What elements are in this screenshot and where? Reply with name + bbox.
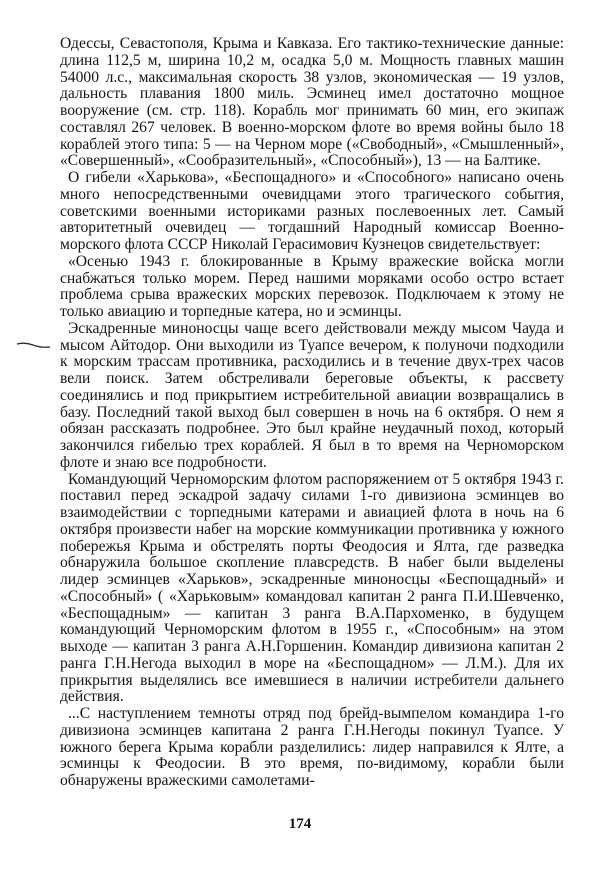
document-page <box>60 36 564 836</box>
paragraph-fleet-order: Командующий Черноморским флотом распоряжением от 5 октября 1943 г. поставил перед эскадрой задачу силами 1-го дивизиона эсминцев во взаимодействии с торпедными катерами и авиацией флота в ночь на 6 октября произвести набег на морские коммуникации противника у южного побережья Крыма и обстрелять порты Феодосия и Ялта, где разведка обнаружила большое скопление плавсредств. В набег были выделены лидер эсминцев «Харьков», эскадренные миноносцы «Беспощадный» и «Способный» ( «Харьковым» командовал капитан 2 ранга П.И.Шевченко, «Беспощадным» — капитан 3 ранга В.А.Пархоменко, в будущем командующий Черноморским флотом в 1955 г., «Способным» на этом выходе — капитан 3 ранга А.Н.Горшенин. Командир дивизиона капитан 2 ранга Г.Н.Негода выходил в море на «Беспощадном» — Л.М.). Для их прикрытия выделялись все имевшиеся в наличии истребители дальнего действия. <box>60 470 564 706</box>
paragraph-destroyer-operations: Эскадренные миноносцы чаще всего действовали между мысом Чауда и мысом Айтодор. Они выходили из Туапсе вечером, к полуночи подходили к морским трассам противника, расходились и в течение двух-трех часов вели поиск. Затем обстреливали береговые объекты, к рассвету соединялись и под прикрытием истребительной авиации возвращались в базу. Последний такой выход был совершен в ночь на 6 октября. О нем я обязан рассказать подробнее. Это был крайне неудачный поход, который закончился гибелью трех кораблей. Я был в то время на Черноморском флоте и знаю все подробности. <box>60 319 564 471</box>
paragraph-departure-tuapse: ...С наступлением темноты отряд под брейд-вымпелом командира 1-го дивизиона эсминцев капитана 2 ранга Г.Н.Негоды покинул Туапсе. У южного берега Крыма корабли разделились: лидер направился к Ялте, а эсминцы к Феодосии. В это время, по-видимому, корабли были обнаружены вражескими самолетами- <box>60 705 564 789</box>
paragraph-loss-intro: О гибели «Харькова», «Беспощадного» и «Способного» написано очень много непосредственными очевидцами этого трагического события, советскими военными историками разных послевоенных лет. Самый авторитетный очевидец — тогдашний Народный комиссар Военно-морского флота СССР Николай Герасимович Кузнецов свидетельствует: <box>60 169 564 253</box>
margin-pencil-mark <box>16 341 52 349</box>
page-number: 174 <box>288 816 312 832</box>
paragraph-quote-autumn-1943: «Осенью 1943 г. блокированные в Крыму вражеские войска могли снабжаться только морем. Перед нашими моряками особо остро встает проблема срыва вражеских морских перевозок. Подключаем к этому не только авиацию и торпедные катера, но и эсминцы. <box>60 252 564 320</box>
paragraph-ship-specs: Одессы, Севастополя, Крыма и Кавказа. Его тактико-технические данные: длина 112,5 м, ширина 10,2 м, осадка 5,0 м. Мощность главных машин 54000 л.с., максимальная скорость 38 узлов, экономическая — 19 узлов, дальность плавания 1800 миль. Эсминец имел достаточно мощное вооружение (см. стр. 118). Корабль мог принимать 60 мин, его экипаж составлял 267 человек. В военно-морском флоте во время войны было 18 кораблей этого типа: 5 — на Черном море («Свободный», «Смышленный», «Совершенный», «Сообразительный», «Способный»), 13 — на Балтике. <box>60 35 564 170</box>
